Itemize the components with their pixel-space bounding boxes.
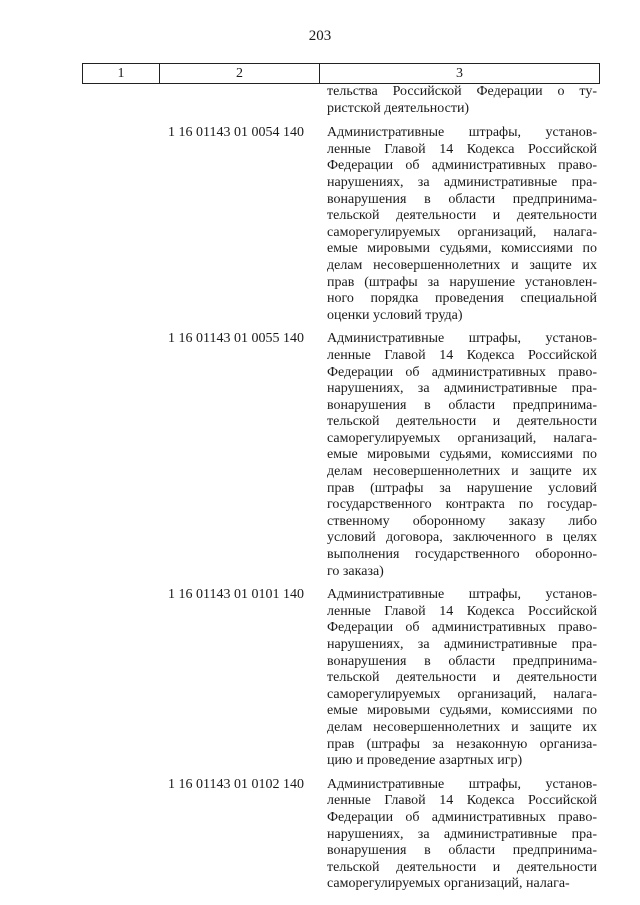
table-body: [82, 84, 600, 893]
budget-code: 1 16 01143 01 0054 140: [168, 125, 304, 141]
row-spacer: [82, 580, 600, 587]
column-header-1: 1: [83, 64, 160, 83]
table-row: [82, 125, 600, 324]
description-line: Федерации об административных право-: [327, 158, 597, 174]
description-line: нарушениях, за административные пра-: [327, 381, 597, 397]
row-spacer: [82, 324, 600, 331]
description-line: делам несовершеннолетних и защите их: [327, 719, 597, 735]
description-line: ственному оборонному заказу либо: [327, 513, 597, 529]
description-line: саморегулируемых организаций, налага-: [327, 224, 597, 240]
description-line: вонарушения в области предпринима-: [327, 397, 597, 413]
description-line: делам несовершеннолетних и защите их: [327, 464, 597, 480]
entries-list: [82, 125, 600, 893]
description-line: саморегулируемых организаций, налага-: [327, 686, 597, 702]
description-line: Административные штрафы, установ-: [327, 587, 597, 603]
column-header-3: 3: [456, 66, 463, 81]
description-line: Федерации об административных право-: [327, 620, 597, 636]
entry-description: [327, 777, 597, 893]
table-row: [82, 331, 600, 580]
description-line: го заказа): [327, 563, 384, 579]
row-spacer: [82, 770, 600, 777]
description-line: вонарушения в области предпринима-: [327, 191, 597, 207]
description-line: емые мировыми судьями, комиссиями по: [327, 241, 597, 257]
description-line: Административные штрафы, установ-: [327, 125, 597, 141]
description-line: тельской деятельности и деятельности: [327, 208, 597, 224]
description-line: саморегулируемых организаций, налага-: [327, 430, 597, 446]
description-line: вонарушения в области предпринима-: [327, 843, 597, 859]
description-line: нарушениях, за административные пра-: [327, 826, 597, 842]
description-line: тельства Российской Федерации о ту-: [327, 84, 597, 99]
description-line: тельской деятельности и деятельности: [327, 414, 597, 430]
description-line: вонарушения в области предпринима-: [327, 653, 597, 669]
continuation-row: [82, 84, 600, 117]
budget-code: 1 16 01143 01 0055 140: [168, 331, 304, 347]
description-line: нарушениях, за административные пра-: [327, 637, 597, 652]
description-line: емые мировыми судьями, комиссиями по: [327, 703, 597, 719]
page-number: 203: [308, 28, 332, 44]
description-line: ленные Главой 14 Кодекса Российской: [327, 347, 597, 363]
column-header-2: 2: [160, 64, 320, 83]
description-line: нарушениях, за административные пра-: [327, 174, 597, 190]
description-line: тельской деятельности и деятельности: [327, 859, 597, 875]
description-line: емые мировыми судьями, комиссиями по: [327, 447, 597, 463]
continuation-description: [327, 84, 597, 117]
description-line: цию и проведение азартных игр): [327, 753, 523, 769]
description-line: выполнения государственного оборонно-: [327, 547, 597, 563]
description-line: Административные штрафы, установ-: [327, 331, 597, 347]
table-row: [82, 777, 600, 893]
description-line: государственного контракта по государ-: [327, 497, 597, 513]
description-line: прав (штрафы за нарушение установлен-: [327, 274, 597, 290]
description-line: оценки условий труда): [327, 307, 463, 323]
budget-code: 1 16 01143 01 0101 140: [168, 587, 304, 603]
description-line: тельской деятельности и деятельности: [327, 670, 597, 686]
table-header: [82, 63, 600, 84]
description-line: условий договора, заключенного в целях: [327, 530, 597, 546]
description-line: Федерации об административных право-: [327, 809, 597, 825]
description-line: ристской деятельности): [327, 100, 470, 116]
entry-description: [327, 125, 597, 324]
description-line: ленные Главой 14 Кодекса Российской: [327, 603, 597, 619]
description-line: Административные штрафы, установ-: [327, 776, 597, 792]
budget-code: 1 16 01143 01 0102 140: [168, 776, 304, 792]
description-line: прав (штрафы за незаконную организа-: [327, 736, 597, 752]
description-line: ного порядка проведения специальной: [327, 291, 597, 307]
entry-description: [327, 587, 597, 770]
table-row: [82, 587, 600, 770]
description-line: ленные Главой 14 Кодекса Российской: [327, 793, 597, 809]
entry-description: [327, 331, 597, 580]
description-line: Федерации об административных право-: [327, 364, 597, 380]
description-line: саморегулируемых организаций, налага-: [327, 876, 570, 892]
description-line: прав (штрафы за нарушение условий: [327, 480, 597, 496]
description-line: ленные Главой 14 Кодекса Российской: [327, 141, 597, 157]
description-line: делам несовершеннолетних и защите их: [327, 257, 597, 273]
